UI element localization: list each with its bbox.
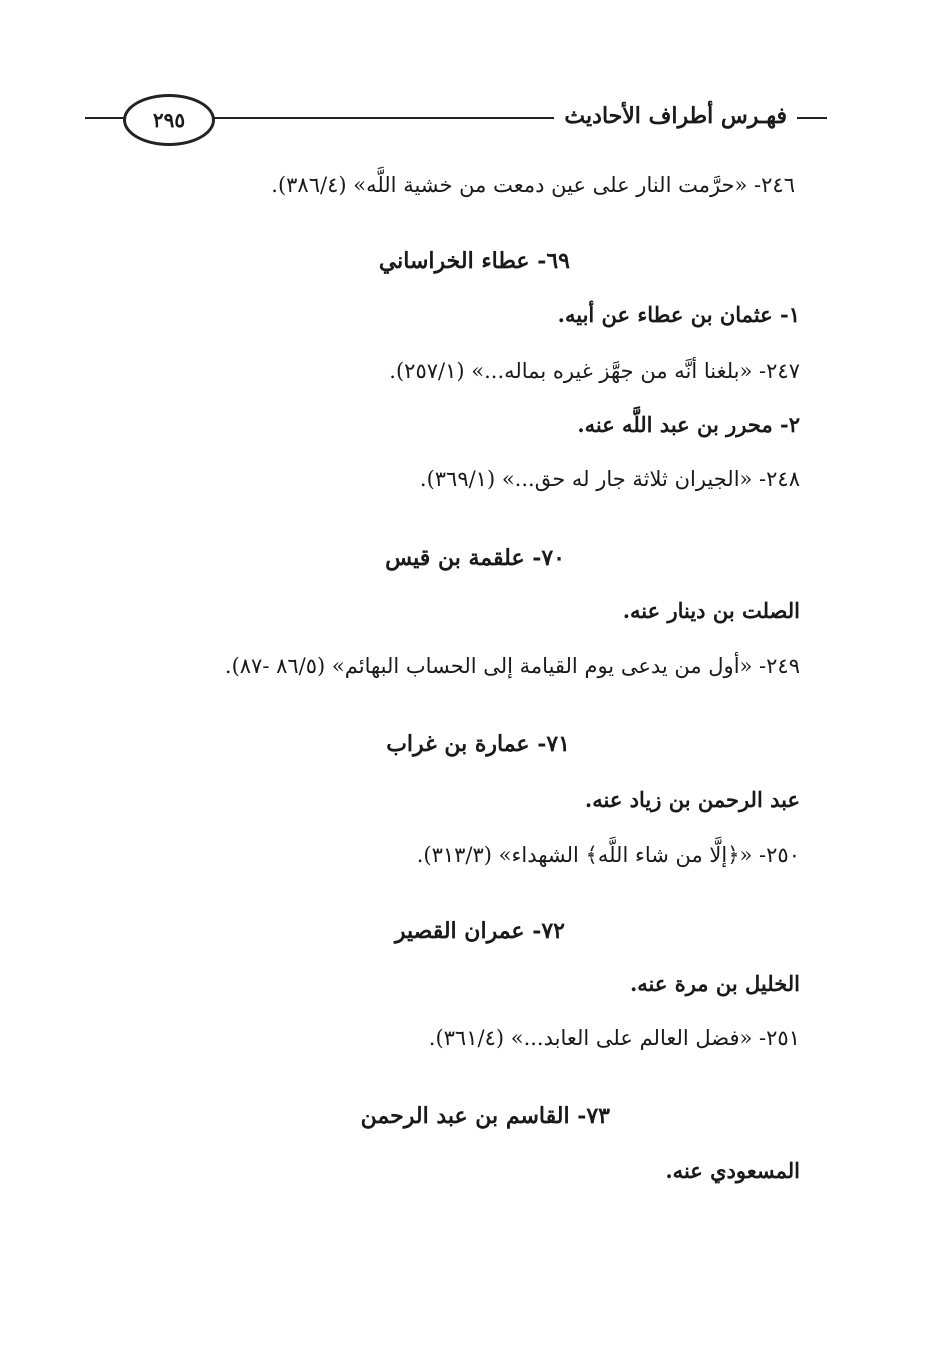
narrator-line: المسعودي عنه. [665, 1158, 800, 1183]
hadith-entry-250: ٢٥٠- «﴿إلَّا من شاء اللَّه﴾ الشهداء» (٣١٣/٣). [416, 843, 800, 867]
section-heading-71: ٧١- عمارة بن غراب [386, 731, 570, 757]
section-heading-72: ٧٢- عمران القصير [394, 918, 565, 944]
section-heading-69: ٦٩- عطاء الخراساني [378, 248, 570, 274]
narrator-line: ١- عثمان بن عطاء عن أبيه. [557, 302, 800, 327]
section-heading-70: ٧٠- علقمة بن قيس [385, 545, 565, 571]
hadith-entry-247: ٢٤٧- «بلغنا أنَّه من جهَّز غيره بماله...» (٢٥٧/١). [389, 359, 800, 383]
narrator-line: الخليل بن مرة عنه. [629, 971, 800, 996]
narrator-line: عبد الرحمن بن زياد عنه. [584, 787, 800, 812]
section-heading-73: ٧٣- القاسم بن عبد الرحمن [360, 1103, 610, 1129]
hadith-entry-246: ٢٤٦- «حرَّمت النار على عين دمعت من خشية اللَّه» (٣٨٦/٤). [271, 173, 795, 197]
hadith-entry-249: ٢٤٩- «أول من يدعى يوم القيامة إلى الحساب البهائم» (٨٦/٥ -٨٧). [224, 654, 800, 678]
page-header [85, 88, 827, 148]
narrator-line: الصلت بن دينار عنه. [622, 598, 800, 623]
header-title: فهـرس أطراف الأحاديث [554, 96, 797, 136]
page-number: ٢٩٥ [123, 94, 215, 146]
narrator-line: ٢- محرر بن عبد اللَّه عنه. [577, 412, 800, 437]
hadith-entry-248: ٢٤٨- «الجيران ثلاثة جار له حق...» (٣٦٩/١). [419, 467, 800, 491]
hadith-entry-251: ٢٥١- «فضل العالم على العابد...» (٣٦١/٤). [428, 1026, 800, 1050]
